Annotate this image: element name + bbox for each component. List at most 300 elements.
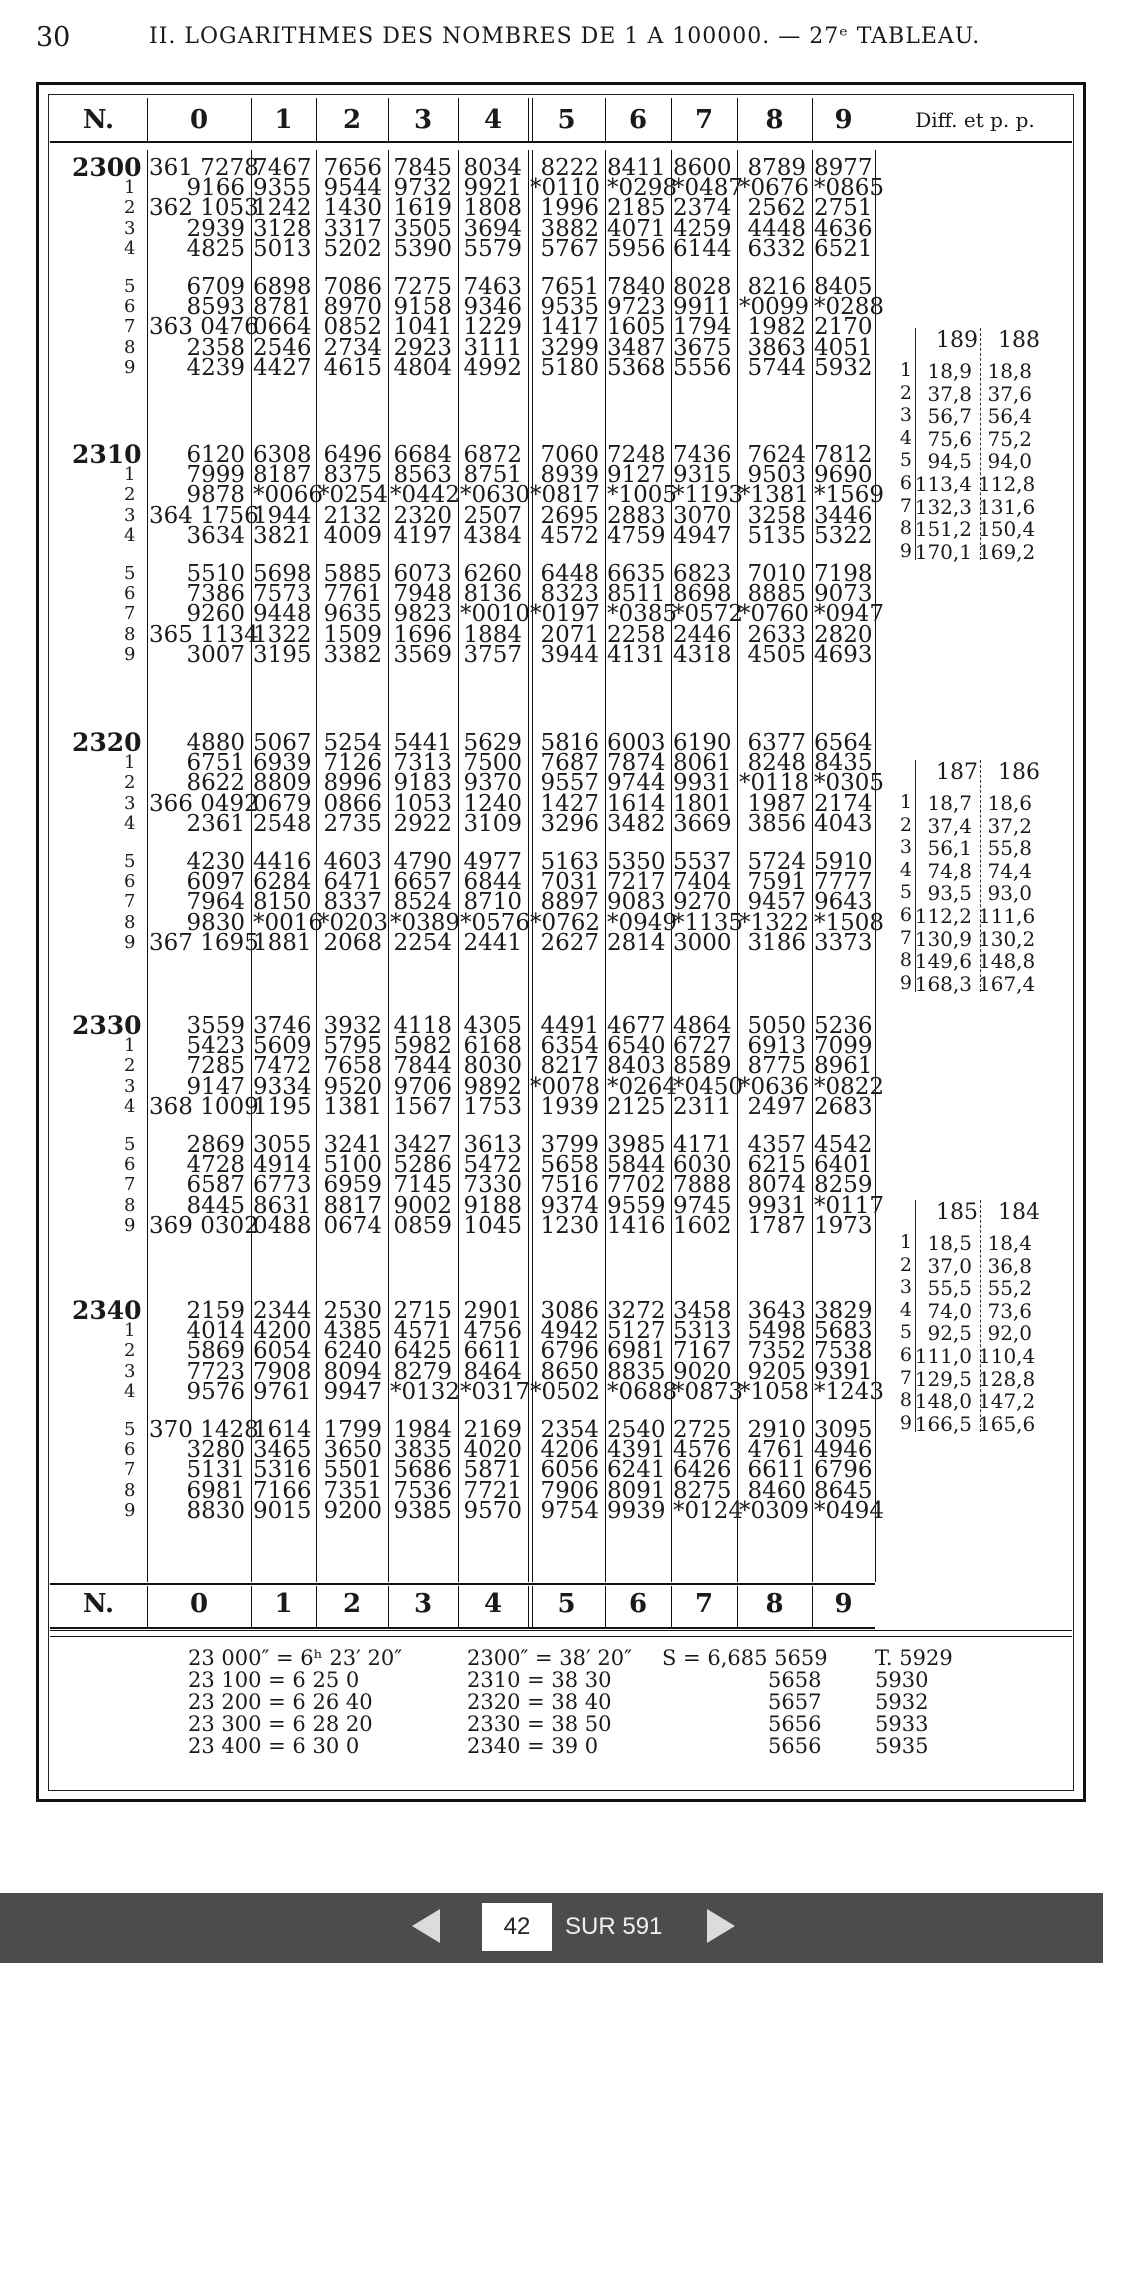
log-cell: *0066: [253, 482, 324, 509]
col-rule-top-5: [458, 98, 459, 142]
table-row: [0, 810, 880, 837]
log-cell: 8809: [253, 770, 312, 797]
log-cell: 2939: [186, 215, 245, 242]
footer-text: 2320 = 38 40: [467, 1690, 612, 1714]
log-cell: *0762: [530, 909, 601, 936]
col-rule-bottom-8: [671, 1586, 672, 1628]
col-rule-top-1: [147, 98, 148, 142]
log-cell: 9270: [673, 889, 732, 916]
log-cell: 1973: [814, 1212, 873, 1239]
log-cell: 9083: [607, 889, 666, 916]
log-cell: 1381: [323, 1093, 382, 1120]
log-cell: 3095: [814, 1417, 873, 1443]
footer-rule-b: [50, 1636, 1072, 1637]
col-footer-3: 3: [413, 1589, 433, 1619]
log-cell: 3634: [186, 522, 245, 549]
log-cell: 1884: [463, 621, 522, 648]
footer-text: 2330 = 38 50: [467, 1712, 612, 1736]
pp-cell: 18,5: [927, 1231, 972, 1255]
log-cell: 7500: [463, 750, 522, 777]
log-cell: 6587: [186, 1172, 245, 1199]
log-cell: 4804: [393, 354, 452, 381]
pp-cell: 132,3: [914, 494, 972, 519]
log-cell: 1417: [540, 314, 599, 341]
log-cell: *0494: [814, 1497, 885, 1524]
log-cell: 6054: [253, 1338, 312, 1365]
log-cell: 2354: [540, 1417, 599, 1443]
pp-cell: 170,1: [914, 539, 972, 564]
log-cell: 6097: [186, 869, 245, 896]
log-cell: 3241: [323, 1132, 382, 1158]
log-cell: 9334: [253, 1073, 312, 1100]
log-cell: 4118: [393, 1013, 452, 1039]
pp-cell: 1: [899, 359, 912, 381]
pp-cell: 37,0: [927, 1253, 972, 1278]
log-cell: 8885: [747, 581, 806, 608]
log-cell: 7248: [607, 442, 666, 468]
log-cell: 4491: [540, 1013, 599, 1039]
log-cell: 8435: [814, 750, 873, 777]
log-cell: 1987: [747, 790, 806, 817]
log-cell: 6426: [673, 1457, 732, 1484]
log-cell: 9570: [463, 1497, 522, 1524]
log-cell: 4693: [814, 641, 873, 668]
footer-rule-a: [50, 1630, 1072, 1631]
log-cell: *1005: [607, 482, 678, 509]
log-cell: 5579: [463, 235, 522, 262]
log-cell: 3882: [540, 215, 599, 242]
log-cell: 7702: [607, 1172, 666, 1199]
log-cell: 8034: [463, 155, 522, 181]
log-cell: 2869: [186, 1132, 245, 1158]
log-cell: 7964: [186, 889, 245, 916]
log-cell: 5910: [814, 849, 873, 875]
log-cell: 6144: [673, 235, 732, 262]
log-cell: 2814: [607, 929, 666, 956]
log-cell: 4992: [463, 354, 522, 381]
footer-text: 5656: [768, 1712, 822, 1736]
log-cell: 1416: [607, 1212, 666, 1239]
row-number: 8: [124, 623, 136, 645]
table-row: [0, 1378, 885, 1405]
pp-head: 189: [936, 328, 978, 353]
log-cell: 6959: [323, 1172, 382, 1199]
next-page-icon[interactable]: [707, 1909, 735, 1943]
log-cell: 6120: [186, 442, 245, 468]
log-cell: 3559: [186, 1013, 245, 1039]
footer-text: 23 400 = 6 30 0: [188, 1734, 360, 1758]
log-cell: 0866: [323, 790, 382, 817]
log-cell: 9188: [463, 1192, 522, 1219]
log-cell: 6425: [393, 1338, 452, 1365]
row-number: 5: [124, 1419, 136, 1440]
log-cell: 7906: [540, 1477, 599, 1504]
log-cell: 8403: [607, 1053, 666, 1080]
log-cell: 3195: [253, 641, 312, 668]
pp-cell: 7: [899, 494, 912, 517]
pp-cell: 1: [899, 791, 912, 813]
log-cell: 9127: [607, 462, 666, 489]
row-number: 7: [124, 1174, 136, 1196]
pp-cell: 148,8: [978, 949, 1036, 974]
pager-bar: [0, 1893, 1103, 1963]
col-rule-top-10: [812, 98, 813, 142]
log-cell: 9315: [673, 462, 732, 489]
log-cell: 4572: [540, 522, 599, 549]
page-number-input[interactable]: [482, 1903, 552, 1951]
log-cell: *1381: [739, 482, 810, 509]
log-cell: 2734: [323, 334, 382, 361]
log-cell: 9448: [253, 601, 312, 628]
log-cell: 4318: [673, 641, 732, 668]
log-cell: 3482: [607, 810, 666, 837]
log-cell: 4009: [323, 522, 382, 549]
log-cell: 6844: [463, 869, 522, 896]
col-rule-top-7: [605, 98, 606, 142]
log-cell: *0873: [673, 1378, 744, 1405]
log-cell: 8996: [323, 770, 382, 797]
pp-cell: 56,1: [927, 836, 972, 861]
log-cell: 6898: [253, 274, 312, 300]
log-cell: 3757: [463, 641, 522, 668]
log-cell: 9559: [607, 1192, 666, 1219]
col-header-4: 4: [483, 105, 503, 135]
log-cell: 7656: [323, 155, 382, 181]
log-cell: 7723: [186, 1358, 245, 1385]
log-cell: 6448: [540, 561, 599, 587]
log-cell: 9643: [814, 889, 873, 916]
log-cell: 2170: [814, 314, 873, 341]
log-cell: 9158: [393, 294, 452, 321]
log-cell: 1240: [463, 790, 522, 817]
log-cell: 8187: [253, 462, 312, 489]
log-cell: 5683: [814, 1318, 873, 1345]
col-rule-bottom-3: [316, 1586, 317, 1628]
log-cell: 7463: [463, 274, 522, 300]
log-cell: 1808: [463, 195, 522, 222]
log-cell: 5871: [463, 1457, 522, 1484]
log-cell: *0760: [739, 601, 810, 628]
row-number: 7: [124, 891, 136, 913]
log-cell: 4230: [186, 849, 245, 875]
log-cell: 3669: [673, 810, 732, 837]
log-cell: 6354: [540, 1033, 599, 1060]
log-cell: 3643: [747, 1298, 806, 1324]
pp-cell: 130,9: [914, 926, 972, 951]
double-rule-top: [532, 98, 533, 142]
log-cell: 4014: [186, 1318, 245, 1345]
log-cell: 6709: [186, 274, 245, 300]
log-cell: 7812: [814, 442, 873, 468]
row-number: 4: [124, 237, 136, 259]
pp-cell: 37,8: [927, 381, 972, 406]
log-cell: 4615: [323, 354, 382, 381]
row-number: 3: [124, 1360, 136, 1382]
pp-cell: 111,0: [914, 1344, 972, 1368]
footer-text: 23 300 = 6 28 20: [188, 1712, 373, 1736]
pp-cell: 9: [899, 539, 912, 562]
footer-text: 23 000″ = 6ʰ 23′ 20″: [188, 1646, 403, 1670]
log-cell: *0118: [739, 770, 810, 797]
log-cell: 9457: [747, 889, 806, 916]
pp-head: 185: [936, 1200, 978, 1225]
log-cell: 3985: [607, 1132, 666, 1158]
log-cell: 3487: [607, 334, 666, 361]
log-cell: *0016: [253, 909, 324, 936]
log-cell: 6003: [607, 730, 666, 756]
log-cell: 2548: [253, 810, 312, 837]
col-footer-2: 2: [342, 1589, 362, 1619]
footer-text: 2340 = 39 0: [467, 1734, 599, 1758]
log-cell: 7145: [393, 1172, 452, 1199]
pp-cell: 5: [899, 881, 912, 904]
log-cell: 5498: [747, 1318, 806, 1345]
log-cell: 5067: [253, 730, 312, 756]
log-cell: 5202: [323, 235, 382, 262]
log-cell: 4200: [253, 1318, 312, 1345]
log-cell: 9260: [186, 601, 245, 628]
log-cell: *0502: [530, 1378, 601, 1405]
col-rule-top-2: [251, 98, 252, 142]
log-cell: 9706: [393, 1073, 452, 1100]
pp-cell: 73,6: [987, 1298, 1032, 1323]
log-cell: 8136: [463, 581, 522, 608]
log-cell: 4542: [814, 1132, 873, 1158]
log-cell: 4171: [673, 1132, 732, 1158]
log-cell: 9370: [463, 770, 522, 797]
col-footer-1: 1: [274, 1589, 293, 1619]
pp-cell: 3: [899, 404, 912, 427]
col-header-8: 8: [765, 105, 784, 135]
log-cell: 6260: [463, 561, 522, 587]
log-cell: 2910: [747, 1417, 806, 1443]
log-cell: 4448: [747, 215, 806, 242]
col-footer-6: 6: [628, 1589, 648, 1619]
log-cell: 2258: [607, 621, 666, 648]
previous-page-icon[interactable]: [412, 1909, 440, 1943]
log-cell: 7436: [673, 442, 732, 468]
log-cell: 9200: [323, 1497, 382, 1524]
col-rule-top-4: [388, 98, 389, 142]
log-cell: 5254: [323, 730, 382, 756]
pp-cell: 4: [899, 1298, 912, 1321]
log-cell: 3799: [540, 1132, 599, 1158]
log-cell: 1614: [607, 790, 666, 817]
log-cell: 2497: [747, 1093, 806, 1120]
log-cell: 1944: [253, 502, 312, 529]
log-cell: 7313: [393, 750, 452, 777]
log-cell: 4051: [814, 334, 873, 361]
pp-cell: 7: [899, 926, 912, 949]
log-cell: 9073: [814, 581, 873, 608]
log-cell: 2361: [186, 810, 245, 837]
col-rule-bottom-9: [737, 1586, 738, 1628]
col-header-7: 7: [694, 105, 714, 135]
footer-top-rule: [50, 1583, 875, 1585]
log-cell: 2071: [540, 621, 599, 648]
log-cell: 7167: [673, 1338, 732, 1365]
pp-cell: 147,2: [978, 1389, 1036, 1414]
table-row: [0, 522, 880, 549]
row-number: 9: [124, 356, 136, 378]
pp-cell: 55,2: [987, 1276, 1032, 1301]
log-cell: 8464: [463, 1358, 522, 1385]
log-cell: 9723: [607, 294, 666, 321]
pp-cell: 36,8: [987, 1253, 1032, 1278]
log-cell: 8216: [747, 274, 806, 300]
col-header-n: N.: [82, 105, 115, 135]
pp-cell: 169,2: [978, 539, 1036, 564]
log-cell: 2633: [747, 621, 806, 648]
log-cell: 364 1756: [149, 502, 259, 529]
log-cell: 8460: [747, 1477, 806, 1504]
row-number: 6: [124, 1439, 136, 1461]
pp-cell: 2: [899, 1253, 912, 1276]
log-cell: 6332: [747, 235, 806, 262]
log-cell: 4259: [673, 215, 732, 242]
log-cell: 8259: [814, 1172, 873, 1199]
log-cell: 2883: [607, 502, 666, 529]
log-cell: 8411: [607, 155, 666, 181]
footer-text: 23 200 = 6 26 40: [188, 1690, 373, 1714]
log-cell: 9732: [393, 175, 452, 202]
log-cell: 3746: [253, 1013, 312, 1039]
log-cell: 8977: [814, 155, 873, 181]
log-cell: 4384: [463, 522, 522, 549]
footer-text: 5657: [768, 1690, 822, 1714]
log-cell: *0636: [739, 1073, 810, 1100]
pp-cell: 94,5: [927, 449, 972, 474]
log-cell: 9503: [747, 462, 806, 489]
log-cell: 1230: [540, 1212, 599, 1239]
row-number: 6: [124, 296, 136, 318]
log-cell: 8323: [540, 581, 599, 608]
log-cell: 5724: [747, 849, 806, 875]
col-rule-bottom-7: [605, 1586, 606, 1628]
log-cell: *0822: [814, 1073, 885, 1100]
log-cell: 370 1428: [149, 1417, 259, 1443]
pp-table: [898, 328, 1048, 568]
log-cell: 0488: [253, 1212, 312, 1239]
log-cell: *0264: [607, 1073, 678, 1100]
log-cell: 7591: [747, 869, 806, 896]
log-cell: 7538: [814, 1338, 873, 1365]
log-cell: 7285: [186, 1053, 245, 1080]
log-cell: 4603: [323, 849, 382, 875]
footer-text: 5930: [875, 1668, 929, 1692]
row-number: 8: [124, 1479, 136, 1501]
log-cell: 6872: [463, 442, 522, 468]
log-cell: 3111: [463, 334, 522, 361]
log-cell: 1787: [747, 1212, 806, 1239]
log-cell: 5658: [540, 1152, 599, 1179]
log-cell: 363 0476: [149, 314, 259, 341]
log-cell: 4947: [673, 522, 732, 549]
log-cell: *0288: [814, 294, 885, 321]
log-cell: 5698: [253, 561, 312, 587]
log-cell: 8028: [673, 274, 732, 300]
log-cell: 6727: [673, 1033, 732, 1060]
header-rule: [50, 141, 1072, 143]
log-cell: 4576: [673, 1437, 732, 1464]
log-cell: *0442: [390, 482, 461, 509]
log-cell: *1135: [673, 909, 744, 936]
footer-text: 5935: [875, 1734, 929, 1758]
log-cell: 8091: [607, 1477, 666, 1504]
log-cell: 8150: [253, 889, 312, 916]
log-cell: 367 1695: [149, 929, 259, 956]
pp-cell: 4: [899, 858, 912, 881]
log-cell: 8645: [814, 1477, 873, 1504]
col-rule-bottom-1: [147, 1586, 148, 1628]
log-cell: 3613: [463, 1132, 522, 1158]
log-cell: 8074: [747, 1172, 806, 1199]
log-cell: 5013: [253, 235, 312, 262]
log-cell: *0010: [460, 601, 531, 628]
log-cell: 2507: [463, 502, 522, 529]
pp-cell: 37,2: [987, 813, 1032, 838]
log-cell: 7472: [253, 1053, 312, 1080]
log-cell: 4416: [253, 849, 312, 875]
log-cell: 9544: [323, 175, 382, 202]
pp-cell: 112,2: [914, 904, 972, 928]
log-cell: 4505: [747, 641, 806, 668]
log-cell: 0664: [253, 314, 312, 341]
log-cell: 5423: [186, 1033, 245, 1060]
pp-cell: 112,8: [978, 472, 1036, 496]
log-cell: 5844: [607, 1152, 666, 1179]
pp-cell: 151,2: [914, 517, 972, 542]
row-number: 6: [124, 871, 136, 893]
log-cell: 6611: [747, 1457, 806, 1484]
log-cell: *0305: [814, 770, 885, 797]
log-cell: 5050: [747, 1013, 806, 1039]
log-cell: 7844: [393, 1053, 452, 1080]
log-cell: 8961: [814, 1053, 873, 1080]
log-cell: 8061: [673, 750, 732, 777]
log-cell: 5629: [463, 730, 522, 756]
row-number: 7: [124, 603, 136, 625]
log-cell: 9921: [463, 175, 522, 202]
log-cell: 8593: [186, 294, 245, 321]
log-cell: 6611: [463, 1338, 522, 1365]
log-cell: 7658: [323, 1053, 382, 1080]
log-cell: 3070: [673, 502, 732, 529]
log-cell: 9690: [814, 462, 873, 489]
log-cell: 3650: [323, 1437, 382, 1464]
row-number: 1: [124, 177, 136, 199]
pp-cell: 1: [899, 1231, 912, 1253]
col-rule-bottom-4: [388, 1586, 389, 1628]
log-cell: 2820: [814, 621, 873, 648]
log-cell: 7275: [393, 274, 452, 300]
pp-cell: 55,8: [987, 836, 1032, 861]
log-cell: 2174: [814, 790, 873, 817]
log-cell: 1696: [393, 621, 452, 648]
log-cell: 3932: [323, 1013, 382, 1039]
log-cell: 2132: [323, 502, 382, 529]
log-cell: 8897: [540, 889, 599, 916]
log-cell: 4071: [607, 215, 666, 242]
log-cell: 8563: [393, 462, 452, 489]
row-number: 2310: [72, 440, 142, 469]
pp-cell: 75,6: [927, 426, 972, 451]
pp-cell: 74,0: [927, 1298, 972, 1323]
pp-cell: 113,4: [914, 472, 972, 496]
log-cell: 3296: [540, 810, 599, 837]
log-cell: 3505: [393, 215, 452, 242]
footer-text: T. 5929: [875, 1646, 953, 1670]
